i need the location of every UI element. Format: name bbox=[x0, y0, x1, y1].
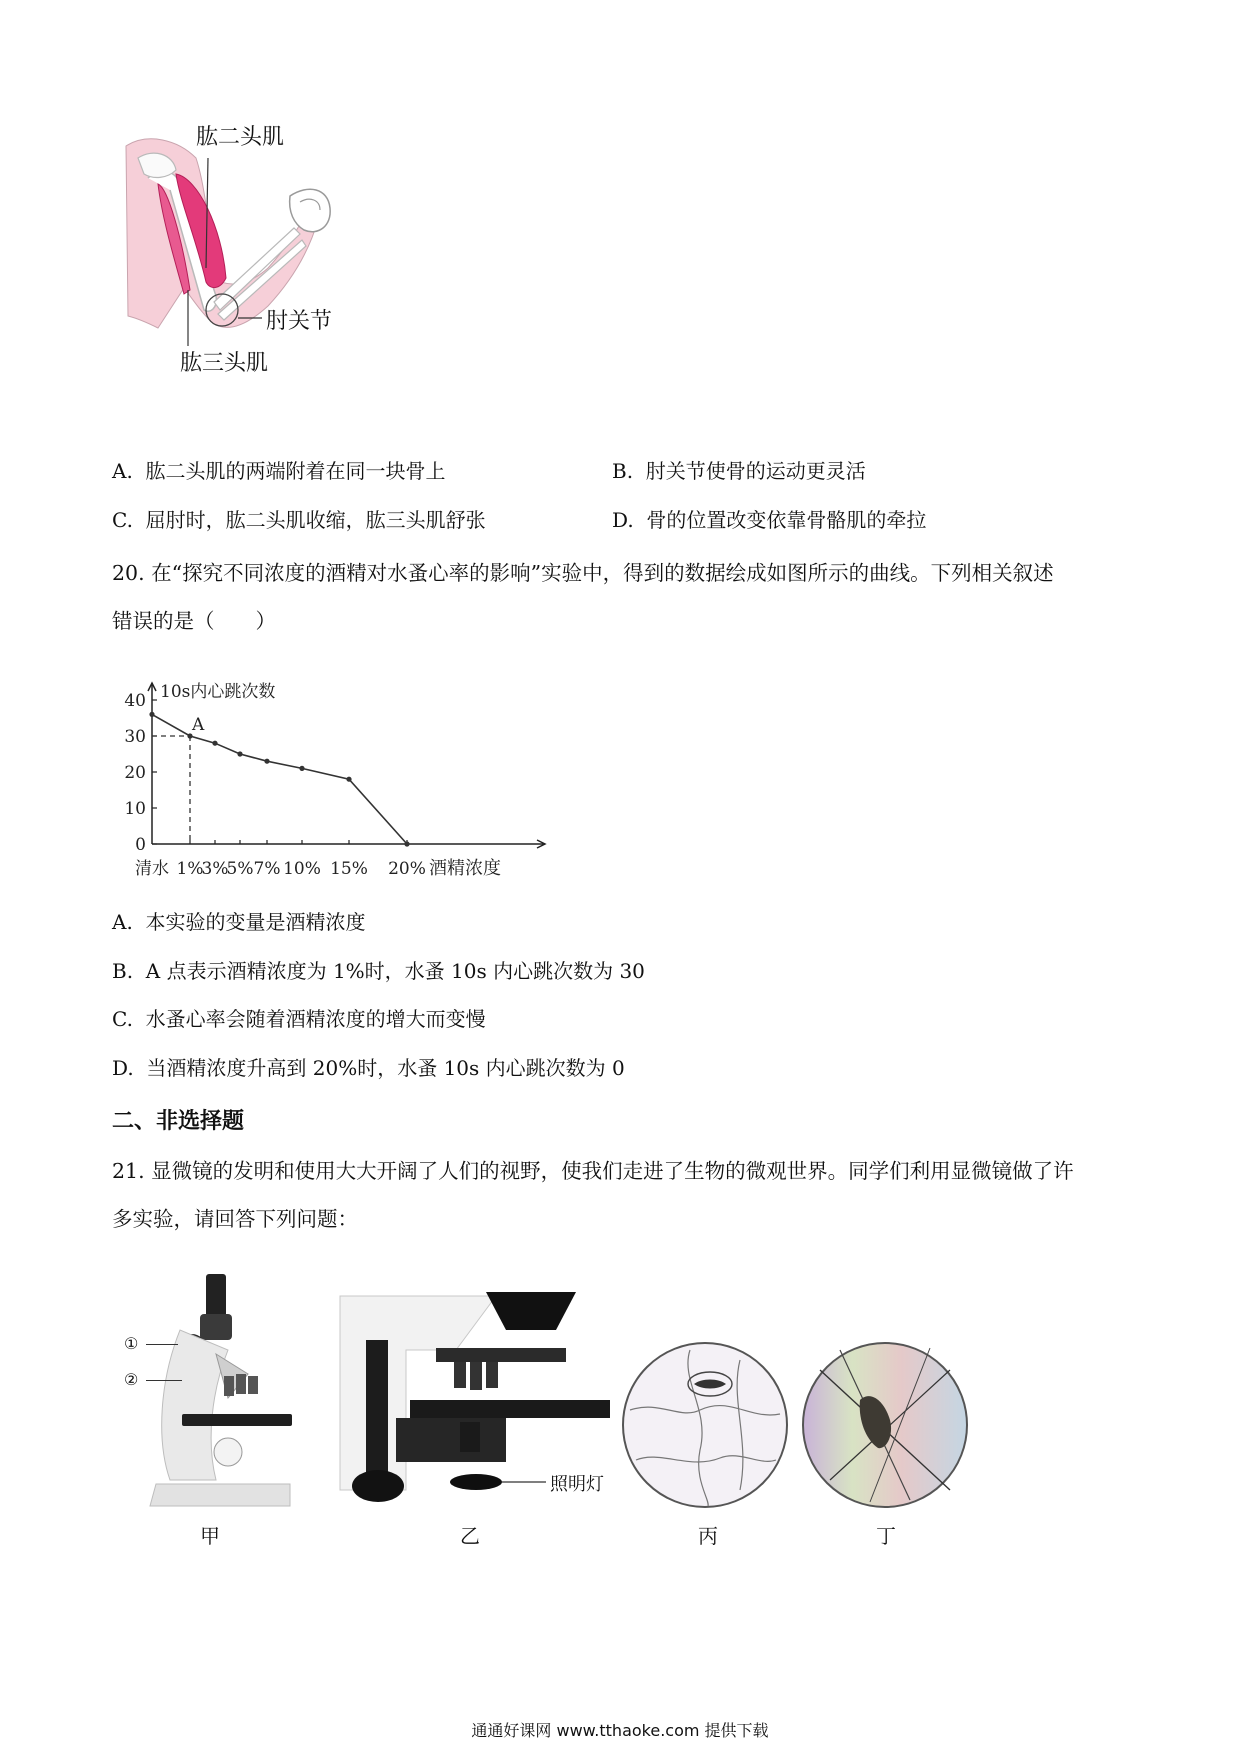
stomata-view-illustration bbox=[620, 1340, 790, 1510]
data-point bbox=[299, 766, 304, 771]
jia-marker-1: ① bbox=[124, 1334, 139, 1353]
label-biceps: 肱二头肌 bbox=[196, 125, 285, 150]
q21-stem-line2: 多实验，请回答下列问题： bbox=[112, 1207, 358, 1231]
option-text: 本实验的变量是酒精浓度 bbox=[145, 910, 366, 934]
y-tick-label: 30 bbox=[124, 727, 146, 747]
yi-lamp-label: 照明灯 bbox=[550, 1474, 604, 1495]
q19-option-c bbox=[112, 506, 486, 534]
x-tick-label: 清水 bbox=[135, 859, 169, 879]
y-tick-label: 20 bbox=[124, 763, 146, 783]
figure-slide-bing bbox=[620, 1340, 790, 1510]
jia-marker-2: ② bbox=[124, 1370, 139, 1389]
data-point bbox=[212, 741, 217, 746]
data-point bbox=[149, 712, 154, 717]
y-tick-label: 40 bbox=[124, 691, 146, 711]
caption-jia: 甲 bbox=[200, 1524, 220, 1548]
x-tick-label: 7% bbox=[253, 859, 281, 879]
q20-option-a bbox=[112, 908, 366, 936]
caption-ding: 丁 bbox=[876, 1524, 896, 1548]
chart-x-ticks bbox=[135, 840, 426, 879]
section-title: 二、非选择题 bbox=[112, 1109, 245, 1134]
x-tick-label: 1% bbox=[176, 859, 204, 879]
q20-stem-line1: 20. 在“探究不同浓度的酒精对水蚤心率的影响”实验中，得到的数据绘成如图所示的曲线。下列相关叙述 bbox=[112, 561, 1054, 585]
data-point bbox=[237, 751, 242, 756]
figure-slide-ding bbox=[800, 1340, 970, 1510]
fiber-view-illustration bbox=[800, 1340, 970, 1510]
page-footer: 通通好课网 www.tthaoke.com 提供下载 bbox=[471, 1721, 769, 1740]
chart-series bbox=[149, 712, 409, 847]
option-letter: B. bbox=[112, 959, 134, 983]
option-text: 水蚤心率会随着酒精浓度的增大而变慢 bbox=[145, 1007, 486, 1031]
option-letter: A. bbox=[112, 910, 133, 934]
data-point bbox=[264, 759, 269, 764]
microscope-jia-illustration bbox=[120, 1270, 320, 1510]
jia-leader-1 bbox=[146, 1344, 178, 1345]
x-axis-label: 酒精浓度 bbox=[429, 858, 501, 879]
q20-option-c bbox=[112, 1005, 486, 1033]
heart-rate-chart bbox=[110, 665, 590, 895]
q19-option-a bbox=[112, 457, 446, 485]
option-letter: D. bbox=[112, 1056, 134, 1080]
x-tick-label: 5% bbox=[226, 859, 254, 879]
option-text: 肱二头肌的两端附着在同一块骨上 bbox=[145, 459, 446, 483]
q20-option-b bbox=[112, 957, 645, 985]
figure-microscope-yi bbox=[336, 1290, 626, 1510]
q19-option-b bbox=[612, 457, 866, 485]
option-letter: A. bbox=[112, 459, 133, 483]
chart-axes bbox=[148, 682, 545, 879]
chart-svg bbox=[110, 665, 590, 895]
label-triceps: 肱三头肌 bbox=[180, 351, 269, 376]
option-text: 肘关节使骨的运动更灵活 bbox=[645, 459, 866, 483]
y-tick-label: 10 bbox=[124, 799, 146, 819]
option-text: 当酒精浓度升高到 20%时，水蚤 10s 内心跳次数为 0 bbox=[146, 1056, 625, 1080]
option-letter: C. bbox=[112, 1007, 133, 1031]
q20-stem-line2: 错误的是（ ） bbox=[112, 609, 276, 633]
figure-microscope-jia bbox=[120, 1270, 320, 1510]
option-text: 骨的位置改变依靠骨骼肌的牵拉 bbox=[646, 508, 927, 532]
option-letter: B. bbox=[612, 459, 634, 483]
x-tick-label: 10% bbox=[283, 859, 321, 879]
q20-option-d bbox=[112, 1054, 625, 1082]
option-text: 屈肘时，肱二头肌收缩，肱三头肌舒张 bbox=[145, 508, 486, 532]
jia-leader-2 bbox=[146, 1380, 182, 1381]
caption-bing: 丙 bbox=[698, 1524, 718, 1548]
x-tick-label: 15% bbox=[330, 859, 368, 879]
q19-option-d bbox=[612, 506, 926, 534]
label-elbow-joint: 肘关节 bbox=[266, 309, 333, 334]
option-text: A 点表示酒精浓度为 1%时，水蚤 10s 内心跳次数为 30 bbox=[145, 959, 645, 983]
caption-yi: 乙 bbox=[460, 1524, 480, 1548]
y-axis-label: 10s内心跳次数 bbox=[160, 682, 276, 702]
option-letter: D. bbox=[612, 508, 634, 532]
x-tick-label: 3% bbox=[201, 859, 229, 879]
option-letter: C. bbox=[112, 508, 133, 532]
x-tick-label: 20% bbox=[388, 859, 426, 879]
y-tick-label: 0 bbox=[135, 835, 146, 855]
data-point bbox=[346, 777, 351, 782]
q21-stem-line1: 21. 显微镜的发明和使用大大开阔了人们的视野，使我们走进了生物的微观世界。同学们利用显微镜做了许 bbox=[112, 1159, 1074, 1183]
data-point bbox=[404, 841, 409, 846]
point-a-label: A bbox=[192, 715, 205, 735]
arm-figure bbox=[118, 118, 378, 418]
